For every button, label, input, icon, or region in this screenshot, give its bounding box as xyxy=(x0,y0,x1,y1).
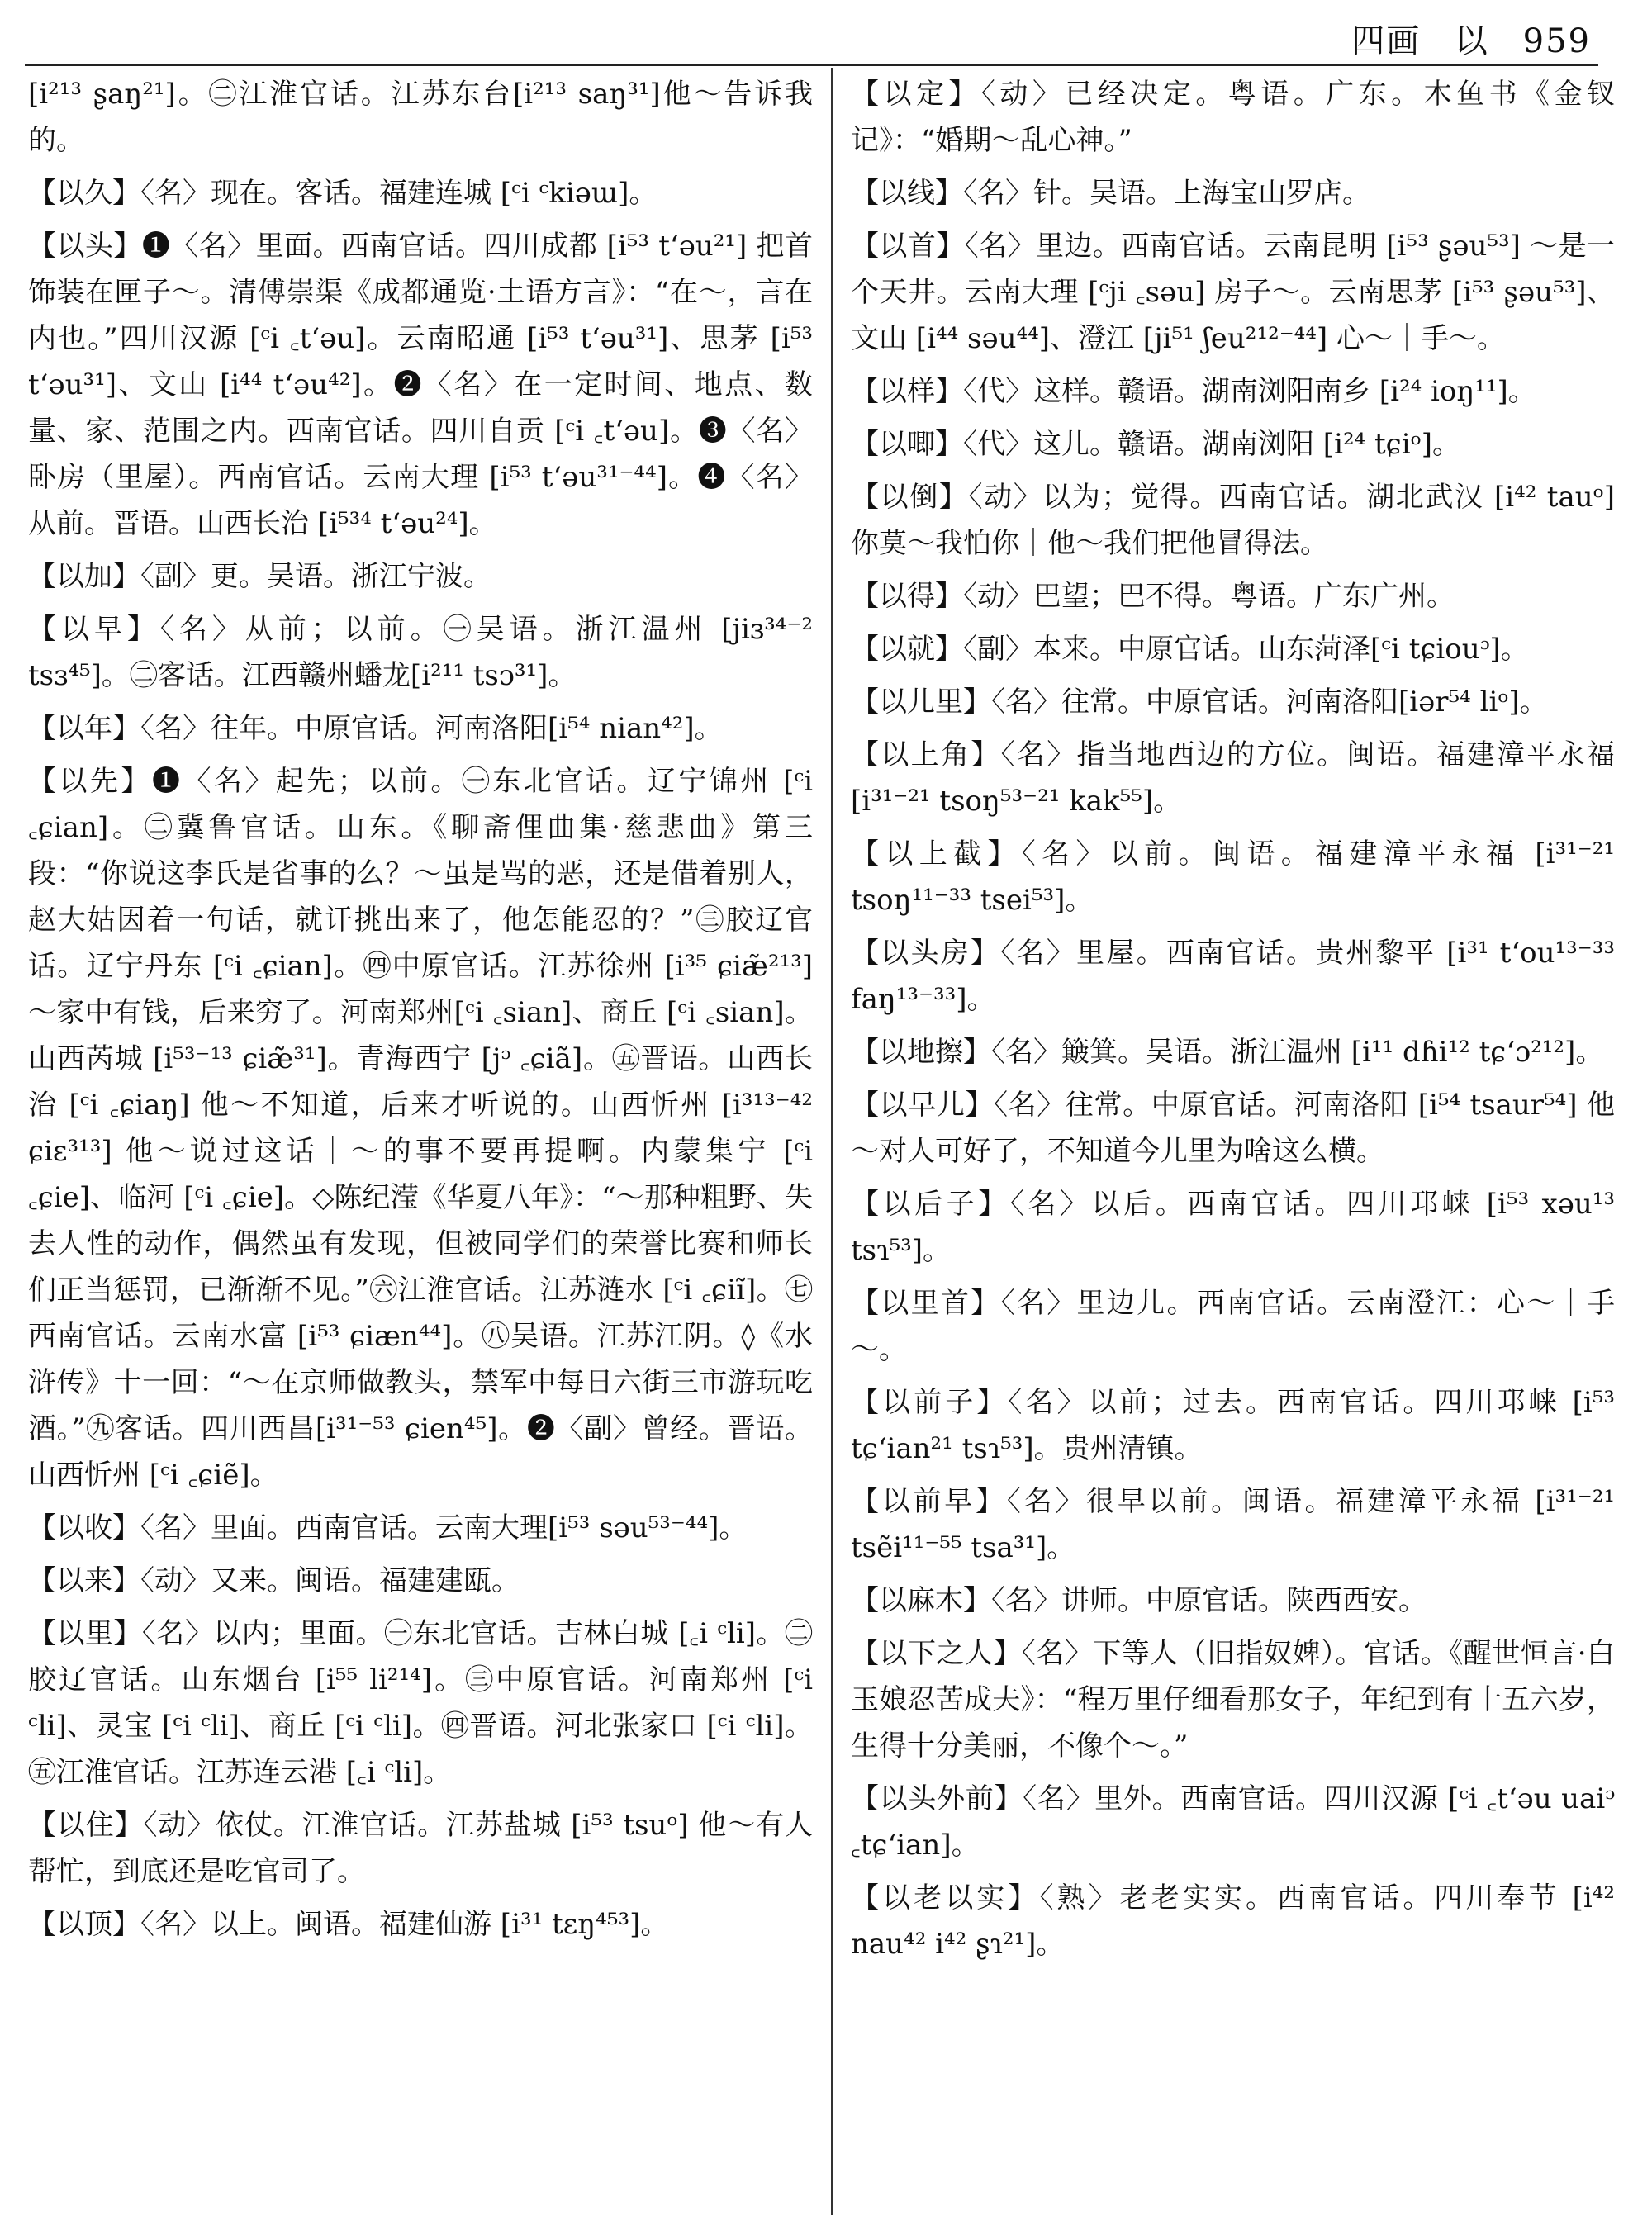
entry-yihouzi: 【以后子】〈名〉以后。西南官话。四川邛崃 [i⁵³ xəu¹³ tsɿ⁵³]。 xyxy=(851,1188,1615,1267)
entry-yizaoer: 【以早儿】〈名〉往常。中原官话。河南洛阳 [i⁵⁴ tsaur⁵⁴] 他～对人可好了，不知道今儿里为啥这么横。 xyxy=(851,1089,1615,1168)
page-number: 959 xyxy=(1522,22,1591,60)
entry-yierli: 【以儿里】〈名〉往常。中原官话。河南洛阳[iər⁵⁴ liᵒ]。 xyxy=(851,686,1548,719)
entry-yitoufang: 【以头房】〈名〉里屋。西南官话。贵州黎平 [i³¹ tʻou¹³⁻³³ faŋ¹³⁻³³]。 xyxy=(851,937,1615,1016)
entry-yimamu: 【以麻木】〈名〉讲师。中原官话。陕西西安。 xyxy=(851,1584,1427,1617)
entry-yitou: 【以头】❶〈名〉里面。西南官话。四川成都 [i⁵³ tʻəu²¹] 把首饰装在匣子～。清傅崇渠《成都通览·土语方言》：“在～，言在内也。”四川汉源 [ᶜi ꜀tʻəu]。云南昭通 [i⁵³ tʻəu³¹]、思茅 [i⁵³ tʻəu³¹]、文山 [i⁴⁴ tʻəu⁴²]。❷〈名〉在一定时间、地点、数量、家、范围之内。西南官话。四川自贡 [ᶜi ꜀tʻəu]。❸〈名〉卧房（里屋）。西南官话。云南大理 [i⁵³ tʻəu³¹⁻⁴⁴]。❹〈名〉从前。晋语。山西长治 [i⁵³⁴ tʻəu²⁴]。 xyxy=(28,230,813,540)
entry-yixian-needle: 【以线】〈名〉针。吴语。上海宝山罗店。 xyxy=(851,177,1370,210)
entry-yidao: 【以倒】〈动〉以为；觉得。西南官话。湖北武汉 [i⁴² tauᵒ] 你莫～我怕你｜他～我们把他冒得法。 xyxy=(851,481,1615,560)
entry-yixian: 【以先】❶〈名〉起先；以前。㊀东北官话。辽宁锦州 [ᶜi ꜀ɕian]。㊁冀鲁官话。山东。《聊斋俚曲集·慈悲曲》第三段：“你说这李氏是省事的么？～虽是骂的恶，还是借着别人，赵大姑因着一句话，就讦挑出来了，他怎能忍的？”㊂胶辽官话。辽宁丹东 [ᶜi ꜀ɕian]。㊃中原官话。江苏徐州 [i³⁵ ɕiæ̃²¹³]～家中有钱，后来穷了。河南郑州[ᶜi ꜀sian]、商丘 [ᶜi ꜀sian]。山西芮城 [i⁵³⁻¹³ ɕiæ̃³¹]。青海西宁 [jᵓ ꜀ɕiã]。㊄晋语。山西长治 [ᶜi ꜀ɕiaŋ] 他～不知道，后来才听说的。山西忻州 [i³¹³⁻⁴² ɕiɛ³¹³] 他～说过这话｜～的事不要再提啊。内蒙集宁 [ᶜi ꜀ɕie]、临河 [ᶜi ꜀ɕie]。◇陈纪滢《华夏八年》：“～那种粗野、失去人性的动作，偶然虽有发现，但被同学们的荣誉比赛和师长们正当惩罚，已渐渐不见。”㊅江淮官话。江苏涟水 [ᶜi ꜀ɕiĩ]。㊆西南官话。云南水富 [i⁵³ ɕiæn⁴⁴]。㊇吴语。江苏江阴。◊《水浒传》十一回：“～在京师做教头，禁军中每日六街三市游玩吃酒。”㊈客话。四川西昌[i³¹⁻⁵³ ɕien⁴⁵]。❷〈副〉曾经。晋语。山西忻州 [ᶜi ꜀ɕiẽ]。 xyxy=(28,765,813,1492)
entry-yishangjiao: 【以上角】〈名〉指当地西边的方位。闽语。福建漳平永福 [i³¹⁻²¹ tsoŋ⁵³⁻²¹ kak⁵⁵]。 xyxy=(851,738,1615,818)
left-column xyxy=(28,71,813,1954)
entry-yiding: 【以定】〈动〉已经决定。粤语。广东。木鱼书《金钗记》：“婚期～乱心神。” xyxy=(851,78,1615,157)
right-column xyxy=(851,71,1615,1974)
column-divider xyxy=(831,68,833,2215)
entry-yilai: 【以来】〈动〉又来。闽语。福建建瓯。 xyxy=(28,1564,520,1597)
entry-yizhu: 【以住】〈动〉依仗。江淮官话。江苏盐城 [i⁵³ tsuᵒ] 他～有人帮忙，到底还是吃官司了。 xyxy=(28,1809,813,1888)
page-header xyxy=(1330,15,1591,62)
entry-yizao: 【以早】〈名〉从前；以前。㊀吴语。浙江温州 [jiɜ³⁴⁻² tsɜ⁴⁵]。㊁客话。江西赣州蟠龙[i²¹¹ tsɔ³¹]。 xyxy=(28,613,813,692)
entry-yiqianzao: 【以前早】〈名〉很早以前。闽语。福建漳平永福 [i³¹⁻²¹ tsẽi¹¹⁻⁵⁵ tsa³¹]。 xyxy=(851,1485,1615,1564)
entry-yijiu: 【以久】〈名〉现在。客话。福建连城 [ᶜi ᶜkiəɯ]。 xyxy=(28,177,657,210)
header-rule xyxy=(25,64,1598,66)
entry-yijia: 【以加】〈副〉更。吴语。浙江宁波。 xyxy=(28,560,491,593)
entry-yixiazhiren: 【以下之人】〈名〉下等人（旧指奴婢）。官话。《醒世恒言·白玉娘忍苦成夫》：“程万里仔细看那女子，年纪到有十五六岁，生得十分美丽，不像个～。” xyxy=(851,1637,1615,1763)
entry-yiji: 【以唧】〈代〉这儿。赣语。湖南浏阳 [i²⁴ tɕiᵒ]。 xyxy=(851,428,1460,461)
entry-yili: 【以里】〈名〉以内；里面。㊀东北官话。吉林白城 [꜀i ᶜli]。㊁胶辽官话。山东烟台 [i⁵⁵ li²¹⁴]。㊂中原官话。河南郑州 [ᶜi ᶜli]、灵宝 [ᶜi ᶜli]、商丘 [ᶜi ᶜli]。㊃晋语。河北张家口 [ᶜi ᶜli]。㊄江淮官话。江苏连云港 [꜀i ᶜli]。 xyxy=(28,1617,813,1789)
entry-yiyang: 【以样】〈代〉这样。赣语。湖南浏阳南乡 [i²⁴ ioŋ¹¹]。 xyxy=(851,375,1536,408)
entry-yide: 【以得】〈动〉巴望；巴不得。粤语。广东广州。 xyxy=(851,580,1455,613)
header-char: 以 xyxy=(1454,22,1489,60)
entry-yidica: 【以地擦】〈名〉簸箕。吴语。浙江温州 [i¹¹ dɦi¹² tɕʻɔ²¹²]。 xyxy=(851,1036,1604,1069)
entry-yiqianzi: 【以前子】〈名〉以前；过去。西南官话。四川邛崃 [i⁵³ tɕʻian²¹ tsɿ⁵³]。贵州清镇。 xyxy=(851,1386,1615,1465)
entry-continued: [i²¹³ ʂaŋ²¹]。㊁江淮官话。江苏东台[i²¹³ saŋ³¹]他～告诉我的。 xyxy=(28,78,813,157)
entry-yishou: 【以收】〈名〉里面。西南官话。云南大理[i⁵³ səu⁵³⁻⁴⁴]。 xyxy=(28,1511,748,1544)
header-section: 四画 xyxy=(1351,22,1422,60)
entry-yijiu-adv: 【以就】〈副〉本来。中原官话。山东菏泽[ᶜi tɕiouᵓ]。 xyxy=(851,633,1529,666)
entry-yinian: 【以年】〈名〉往年。中原官话。河南洛阳[i⁵⁴ nian⁴²]。 xyxy=(28,712,723,745)
entry-yishou-inside: 【以首】〈名〉里边。西南官话。云南昆明 [i⁵³ ʂəu⁵³] ～是一个天井。云南大理 [ᶜji ꜀səu] 房子～。云南思茅 [i⁵³ ʂəu⁵³]、文山 [i⁴⁴ səu⁴⁴]、澄江 [ji⁵¹ ʃeu²¹²⁻⁴⁴] 心～｜手～。 xyxy=(851,230,1615,355)
entry-yilishou: 【以里首】〈名〉里边儿。西南官话。云南澄江：心～｜手～。 xyxy=(851,1287,1615,1366)
entry-yilaoyishi: 【以老以实】〈熟〉老老实实。西南官话。四川奉节 [i⁴² nau⁴² i⁴² ʂɿ²¹]。 xyxy=(851,1881,1615,1961)
entry-yiding-top: 【以顶】〈名〉以上。闽语。福建仙游 [i³¹ tɛŋ⁴⁵³]。 xyxy=(28,1908,669,1941)
entry-yitouwaiqian: 【以头外前】〈名〉里外。西南官话。四川汉源 [ᶜi ꜀tʻəu uaiᵓ ꜀tɕʻian]。 xyxy=(851,1782,1615,1862)
entry-yishangjie: 【以上截】〈名〉以前。闽语。福建漳平永福 [i³¹⁻²¹ tsoŋ¹¹⁻³³ tsei⁵³]。 xyxy=(851,837,1615,917)
